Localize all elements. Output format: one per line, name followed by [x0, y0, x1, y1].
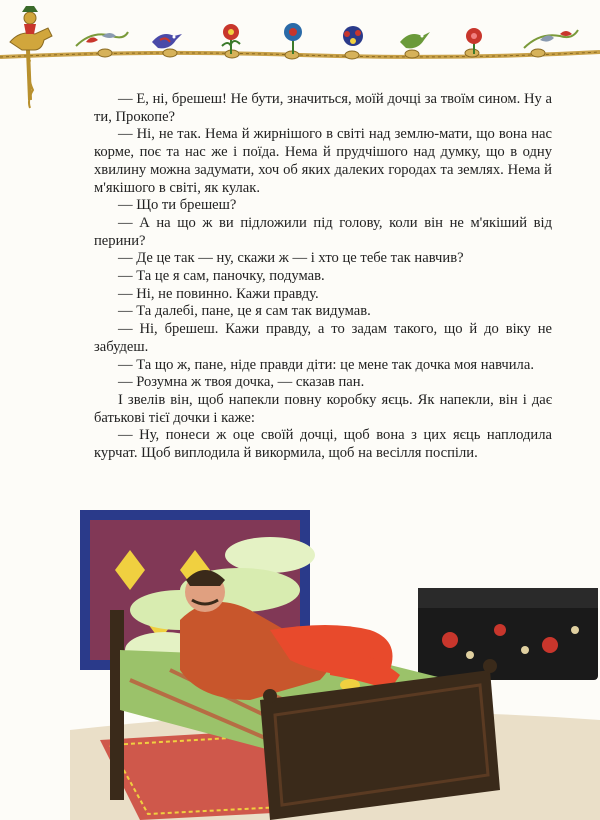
- paragraph: — А на що ж ви підложили під голову, коли він не м'якіший від перини?: [94, 214, 552, 249]
- paragraph: І звелів він, щоб напекли повну коробку яєць. Як напекли, він і дає батькові тієї дочки і каже:: [94, 391, 552, 426]
- story-text: [94, 91, 552, 463]
- illustration-man-on-bed: [70, 500, 600, 820]
- paragraph: — Ні, не так. Нема й жирнішого в світі над землю-мати, що вона нас корме, поє та нас же і поїда. Нема й прудчішого над думку, що в одну хвилину можна задумати, хоч об яких далеких городах та землях. Нема й м'якішого в світі, як кулак.: [94, 126, 552, 196]
- flower-icon: [278, 20, 308, 54]
- paragraph: — Ну, понеси ж оце своїй дочці, щоб вона з цих яєць наплодила курчат. Щоб виплодила й викормила, щоб на весілля поспіли.: [94, 427, 552, 462]
- paragraph: — Та це я сам, паночку, подумав.: [118, 268, 325, 285]
- paragraph: — Де це так — ну, скажи ж — і хто це тебе так навчив?: [118, 250, 464, 267]
- paragraph: — Ні, не повинно. Кажи правду.: [118, 285, 319, 302]
- bird-icon: [396, 22, 432, 54]
- paragraph: — Е, ні, брешеш! Не бути, значиться, моїй дочці за твоїм сином. Ну а ти, Прокопе?: [94, 91, 552, 125]
- horseman-icon: [0, 0, 70, 110]
- flower-icon: [520, 26, 580, 56]
- flower-icon: [460, 24, 488, 54]
- paragraph: — Ні, брешеш. Кажи правду, а то задам такого, що й до віку не забудеш.: [94, 321, 552, 355]
- paragraph: — Та далебі, пане, це я сам так видумав.: [118, 303, 371, 320]
- paragraph: — Розумна ж твоя дочка, — сказав пан.: [118, 374, 365, 391]
- bird-icon: [148, 26, 184, 54]
- flower-icon: [336, 22, 370, 54]
- flower-icon: [72, 26, 132, 56]
- flower-icon: [216, 20, 246, 54]
- paragraph: — Та що ж, пане, ніде правди діти: це мене так дочка моя навчила.: [118, 356, 534, 373]
- paragraph: — Що ти брешеш?: [118, 197, 237, 214]
